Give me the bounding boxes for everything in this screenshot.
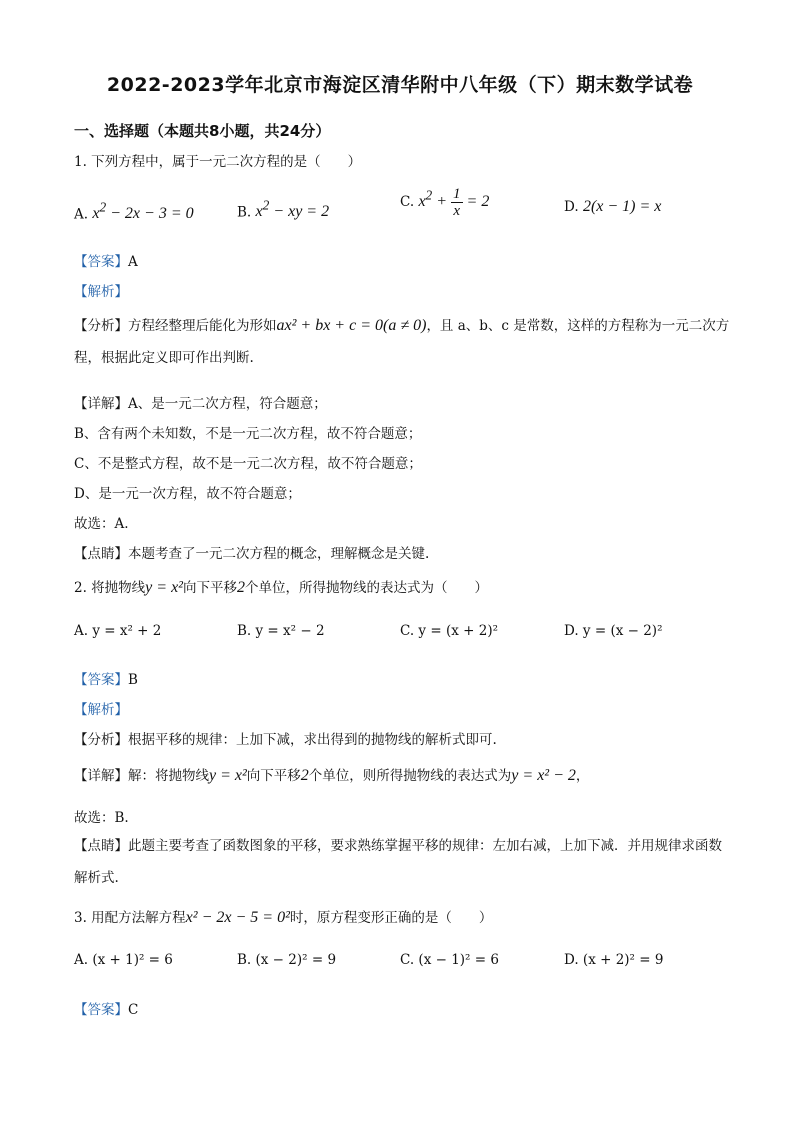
comment-tag: 【点睛】 xyxy=(74,546,128,562)
fenxi-tag: 【分析】 xyxy=(74,318,128,334)
q2-detail-end: ， xyxy=(575,768,590,784)
question-3-stem xyxy=(74,906,492,927)
detail-tag: 【详解】 xyxy=(74,396,128,412)
q2-stem-b: 向下平移 xyxy=(182,580,237,596)
q1-detail-1 xyxy=(74,392,327,412)
q2-stem-a: 2. 将抛物线 xyxy=(74,580,146,596)
q2-choose: 故选：B. xyxy=(74,810,129,826)
q3-stem-b: 时，原方程变形正确的是（ ） xyxy=(289,910,493,926)
q1-comment xyxy=(74,542,429,562)
answer-tag: 【答案】 xyxy=(74,1002,128,1018)
q1-fenxi xyxy=(74,310,734,374)
q3-option-a: A. (x + 1)² = 6 xyxy=(74,952,173,968)
question-2-stem xyxy=(74,576,488,597)
detail-tag: 【详解】 xyxy=(74,768,128,784)
q2-option-b: B. y = x² − 2 xyxy=(237,623,325,639)
q3-stem-a: 3. 用配方法解方程 xyxy=(74,910,186,926)
q3-option-b: B. (x − 2)² = 9 xyxy=(237,952,337,968)
q2-detail-b: 向下平移 xyxy=(246,768,301,784)
answer-tag: 【答案】 xyxy=(74,254,128,270)
q1-answer xyxy=(74,250,138,270)
q2-fenxi-text: 根据平移的规律：上加下减，求出得到的抛物线的解析式即可. xyxy=(128,732,497,748)
q2-option-d: D. y = (x − 2)² xyxy=(564,623,663,639)
q2-answer-value: B xyxy=(128,672,138,688)
q2-detail-a: 解：将抛物线 xyxy=(128,768,209,784)
q2-option-c: C. y = (x + 2)² xyxy=(400,623,498,639)
q3-option-c: C. (x − 1)² = 6 xyxy=(400,952,499,968)
q2-detail xyxy=(74,764,589,785)
q2-comment-text: 此题主要考查了函数图象的平移，要求熟练掌握平移的规律：左加右减，上加下减．并用规律求函数解析式. xyxy=(74,838,722,886)
q1-option-c: C. $x^2$ + $\frac{1}{x}$ = 2 xyxy=(400,186,490,219)
q1-option-b: B. $x^2$ − xy = 2 xyxy=(237,198,330,221)
fenxi-tag: 【分析】 xyxy=(74,732,128,748)
q1-detail-1-text: A、是一元二次方程，符合题意； xyxy=(128,396,327,412)
q1-detail-2: B、含有两个未知数，不是一元二次方程，故不符合题意； xyxy=(74,426,422,442)
q2-detail-n: 2 xyxy=(300,767,309,784)
q1-fenxi-formula: ax² + bx + c = 0(a ≠ 0) xyxy=(276,317,427,334)
q2-detail-result: y = x² − 2 xyxy=(511,767,576,784)
q3-answer-value: C xyxy=(128,1002,139,1018)
q2-detail-formula: y = x² xyxy=(209,767,247,784)
q2-stem-c: 个单位，所得抛物线的表达式为（ ） xyxy=(244,580,488,596)
q2-option-a: A. y = x² + 2 xyxy=(74,623,162,639)
q2-stem-n: 2 xyxy=(236,579,245,596)
answer-tag: 【答案】 xyxy=(74,672,128,688)
q1-detail-3: C、不是整式方程，故不是一元二次方程，故不符合题意； xyxy=(74,456,422,472)
q1-detail-4: D、是一元一次方程，故不符合题意； xyxy=(74,486,301,502)
q2-fenxi xyxy=(74,728,497,748)
q2-analysis-tag: 【解析】 xyxy=(74,702,128,718)
q1-fenxi-text-b: ，且 a、b、c 是常数，这样的方程称为一元二次方程，根据此定义即可作出判断. xyxy=(74,318,730,366)
section-heading: 一、选择题（本题共8小题，共24分） xyxy=(74,122,331,140)
q1-choose: 故选：A. xyxy=(74,516,129,532)
q2-detail-c: 个单位，则所得抛物线的表达式为 xyxy=(308,768,512,784)
question-1-stem: 1. 下列方程中，属于一元二次方程的是（ ） xyxy=(74,154,362,170)
q1-option-d: D. 2(x − 1) = x xyxy=(564,198,662,215)
q2-answer xyxy=(74,668,138,688)
q1-answer-value: A xyxy=(128,254,138,270)
q2-comment xyxy=(74,830,734,894)
q3-option-d: D. (x + 2)² = 9 xyxy=(564,952,664,968)
q1-fenxi-text-a: 方程经整理后能化为形如 xyxy=(128,318,277,334)
page-title: 2022-2023学年北京市海淀区清华附中八年级（下）期末数学试卷 xyxy=(106,74,694,96)
q3-stem-formula: x² − 2x − 5 = 0² xyxy=(185,909,290,926)
q1-analysis-tag: 【解析】 xyxy=(74,284,128,300)
comment-tag: 【点睛】 xyxy=(74,838,128,854)
q3-answer xyxy=(74,998,138,1018)
q1-option-a: A. $x^2 - 2x - 3 = 0$ xyxy=(74,200,194,223)
q1-comment-text: 本题考查了一元二次方程的概念，理解概念是关键. xyxy=(128,546,430,562)
q2-stem-formula: y = x² xyxy=(145,579,183,596)
